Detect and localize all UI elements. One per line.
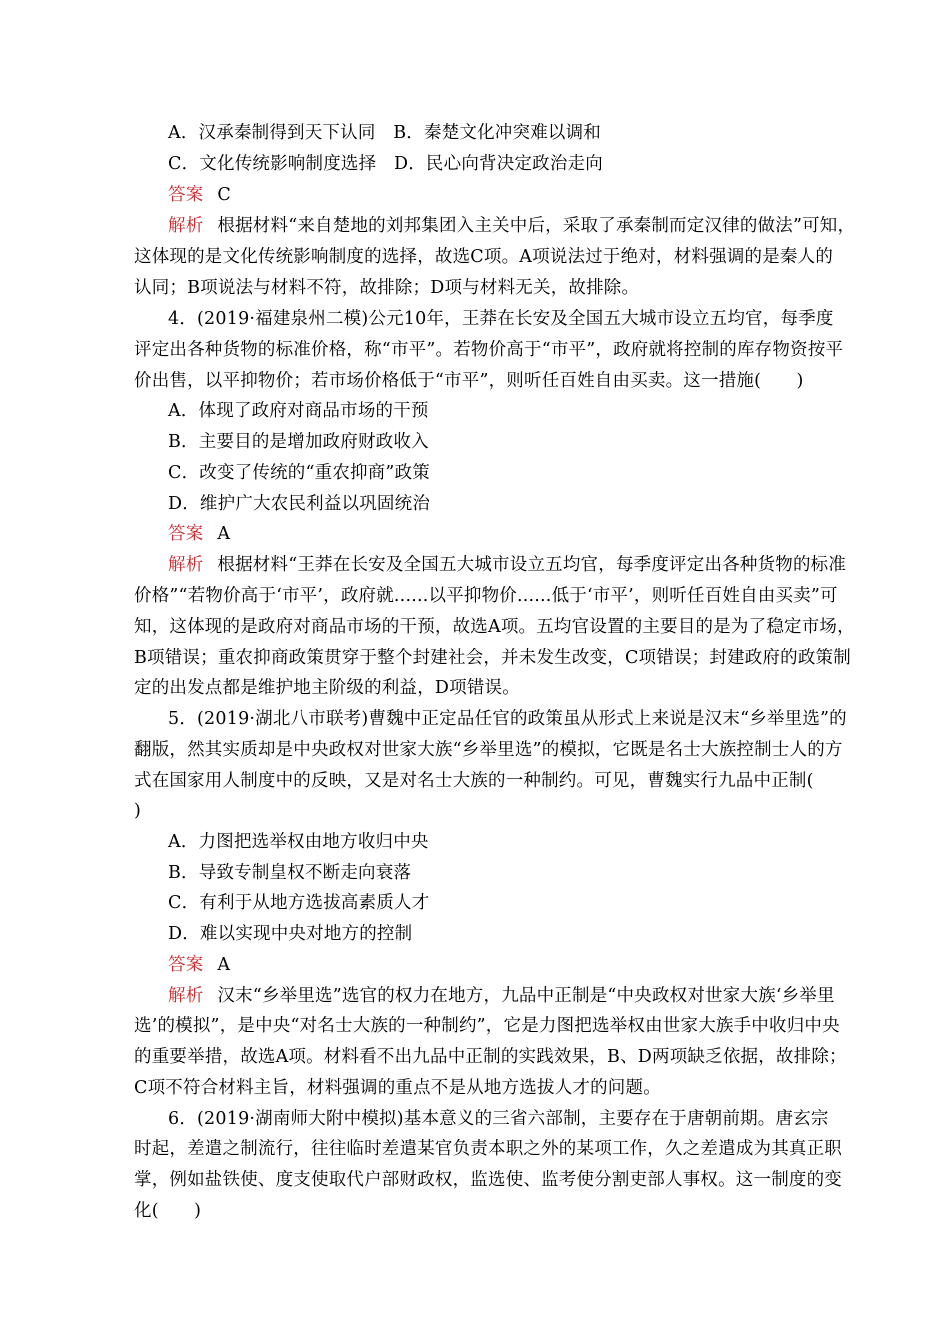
q3-analysis-line-3: 认同；B项说法与材料不符，故排除；D项与材料无关，故排除。 [134, 278, 640, 298]
answer-label: 答案 [168, 955, 204, 975]
q3-options-line-1: A．汉承秦制得到天下认同 B．秦楚文化冲突难以调和 [168, 123, 601, 143]
q5-answer-value: A [217, 955, 231, 975]
q6-stem-line-3: 掌，例如盐铁使、度支使取代户部财政权，监选使、监考使分割吏部人事权。这一制度的变 [134, 1170, 842, 1190]
analysis-label: 解析 [168, 555, 204, 575]
q6-stem-line-1: 6．(2019·湖南师大附中模拟)基本意义的三省六部制，主要存在于唐朝前期。唐玄宗 [168, 1109, 829, 1129]
q4-answer-value: A [217, 524, 231, 544]
q4-option-d: D．维护广大农民利益以巩固统治 [168, 494, 431, 514]
q5-analysis-line-4: C项不符合材料主旨，材料强调的重点不是从地方选拔人才的问题。 [134, 1078, 661, 1098]
q3-analysis-text-1: 根据材料“来自楚地的刘邦集团入主关中后，采取了承秦制而定汉律的做法”可知， [217, 216, 856, 236]
answer-label: 答案 [168, 524, 204, 544]
q5-option-b: B．导致专制皇权不断走向衰落 [168, 863, 412, 883]
q4-stem-line-2: 评定出各种货物的标准价格，称“市平”。若物价高于“市平”，政府就将控制的库存物资按平 [134, 340, 844, 360]
q4-option-b: B．主要目的是增加政府财政收入 [168, 432, 429, 452]
q4-analysis-line-3: 知，这体现的是政府对商品市场的干预，故选A项。五均官设置的主要目的是为了稳定市场， [134, 617, 855, 637]
q3-analysis-line-1 [168, 214, 855, 238]
q4-stem-line-3: 价出售，以平抑物价；若市场价格低于“市平”，则听任百姓自由买卖。这一措施( ) [134, 371, 804, 391]
q5-stem-line-4: ) [134, 801, 142, 821]
q4-analysis-line-2: 价格”“若物价高于‘市平’，政府就......以平抑物价......低于‘市平’，则听任百姓自由买卖”可 [134, 586, 838, 606]
q4-option-c: C．改变了传统的“重农抑商”政策 [168, 463, 430, 483]
q4-analysis-text-1: 根据材料“王莽在长安及全国五大城市设立五均官，每季度评定出各种货物的标准 [217, 555, 847, 575]
q4-answer-line [168, 522, 230, 546]
q5-analysis-line-3: 的重要举措，故选A项。材料看不出九品中正制的实践效果，B、D两项缺乏依据，故排除； [134, 1047, 847, 1067]
q4-analysis-line-5: 定的出发点都是维护地主阶级的利益，D项错误。 [134, 678, 520, 698]
q5-analysis-text-1: 汉末“乡举里选”选官的权力在地方，九品中正制是“中央政权对世家大族‘乡举里 [217, 986, 835, 1006]
analysis-label: 解析 [168, 986, 204, 1006]
q5-option-c: C．有利于从地方选拔高素质人才 [168, 893, 430, 913]
q6-stem-line-4: 化( ) [134, 1201, 202, 1221]
q5-option-a: A．力图把选举权由地方收归中央 [168, 832, 429, 852]
q4-option-a: A．体现了政府对商品市场的干预 [168, 401, 429, 421]
q3-analysis-line-2: 这体现的是文化传统影响制度的选择，故选C项。A项说法过于绝对，材料强调的是秦人的 [134, 247, 834, 267]
q5-stem-line-2: 翻版，然其实质却是中央政权对世家大族“乡举里选”的模拟，它既是名士大族控制士人的方 [134, 740, 843, 760]
q5-analysis-line-1 [168, 984, 835, 1008]
q4-stem-line-1: 4．(2019·福建泉州二模)公元10年，王莽在长安及全国五大城市设立五均官，每季度 [168, 309, 834, 329]
q5-answer-line [168, 953, 230, 977]
analysis-label: 解析 [168, 216, 204, 236]
q5-stem-line-1: 5．(2019·湖北八市联考)曹魏中正定品任官的政策虽从形式上来说是汉末“乡举里选”的 [168, 709, 847, 729]
q3-answer-line [168, 183, 231, 207]
q3-options-line-2: C．文化传统影响制度选择 D．民心向背决定政治走向 [168, 154, 603, 174]
q5-option-d: D．难以实现中央对地方的控制 [168, 924, 413, 944]
q4-analysis-line-4: B项错误；重农抑商政策贯穿于整个封建社会，并未发生改变，C项错误；封建政府的政策制 [134, 648, 851, 668]
q3-answer-value: C [217, 185, 231, 205]
q4-analysis-line-1 [168, 553, 846, 577]
q6-stem-line-2: 时起，差遣之制流行，往往临时差遣某官负责本职之外的某项工作，久之差遣成为其真正职 [134, 1139, 842, 1159]
q5-analysis-line-2: 选’的模拟”，是中央“对名士大族的一种制约”，它是力图把选举权由世家大族手中收归中央 [134, 1016, 840, 1036]
q5-stem-line-3: 式在国家用人制度中的反映，又是对名士大族的一种制约。可见，曹魏实行九品中正制( [134, 771, 814, 791]
answer-label: 答案 [168, 185, 204, 205]
